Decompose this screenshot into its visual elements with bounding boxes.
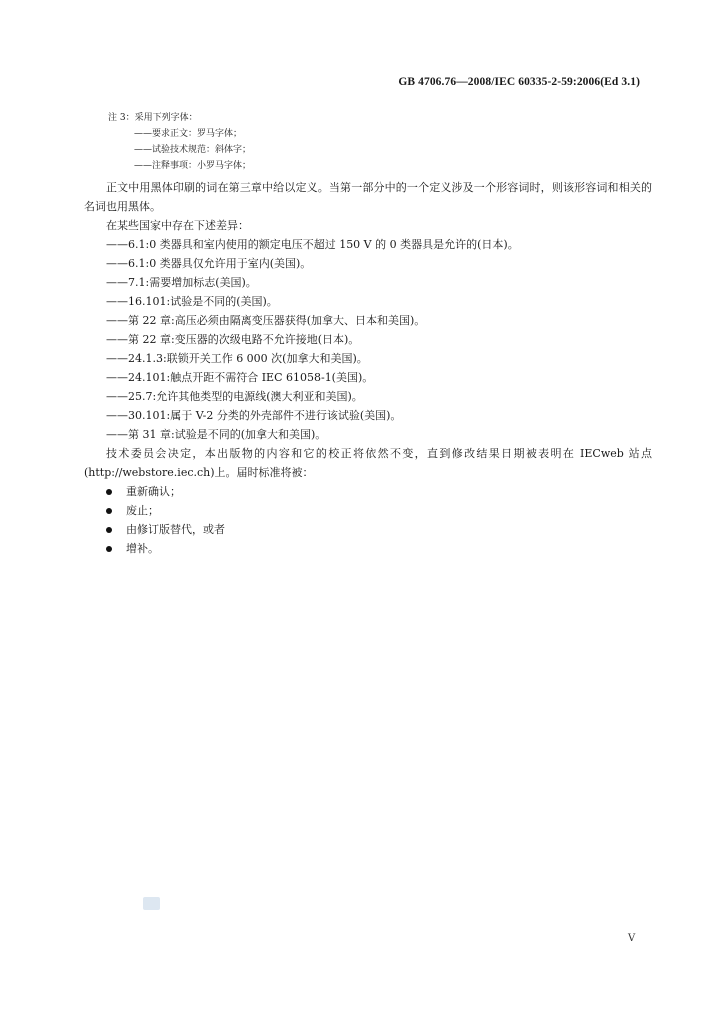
difference-item: ——16.101:试验是不同的(美国)。: [106, 295, 278, 308]
bullet-icon: [106, 489, 112, 495]
note-item: ——注释事项：小罗马字体；: [134, 161, 252, 171]
bullet-icon: [106, 546, 112, 552]
difference-item: ——24.1.3:联锁开关工作 6 000 次(加拿大和美国)。: [106, 352, 368, 365]
bullet-item: [84, 501, 652, 520]
bullet-text: 增补。: [126, 542, 159, 555]
difference-item: ——第 22 章:高压必须由隔离变压器获得(加拿大、日本和美国)。: [106, 314, 426, 327]
difference-item: ——6.1:0 类器具和室内使用的额定电压不超过 150 V 的 0 类器具是允许的(日本)。: [106, 238, 519, 251]
bullet-item: [84, 539, 652, 558]
difference-item: ——30.101:属于 V-2 分类的外壳部件不进行该试验(美国)。: [106, 409, 402, 422]
main-text: [84, 178, 652, 558]
note-item: ——试验技术规范：斜体字；: [134, 145, 252, 155]
page-number: V: [628, 933, 636, 944]
bullet-text: 重新确认；: [126, 485, 181, 498]
definition-paragraph: 正文中用黑体印刷的词在第三章中给以定义。当第一部分中的一个定义涉及一个形容词时，则该形容词和相关的名词也用黑体。: [84, 181, 652, 213]
standard-number-header: GB 4706.76—2008/IEC 60335-2-59:2006(Ed 3.1): [398, 76, 640, 88]
bullet-icon: [106, 527, 112, 533]
difference-item: ——7.1:需要增加标志(美国)。: [106, 276, 257, 289]
notes-block: [108, 110, 251, 174]
bullet-icon: [106, 508, 112, 514]
bullet-item: [84, 520, 652, 539]
scan-mark-icon: [143, 897, 160, 910]
notes-title: 注 3：采用下列字体：: [108, 113, 198, 123]
difference-item: ——25.7:允许其他类型的电源线(澳大利亚和美国)。: [106, 390, 363, 403]
bullet-item: [84, 482, 652, 501]
difference-item: ——24.101:触点开距不需符合 IEC 61058-1(美国)。: [106, 371, 374, 384]
note-item: ——要求正文：罗马字体；: [134, 129, 243, 139]
bullet-text: 废止；: [126, 504, 159, 517]
difference-item: ——6.1:0 类器具仅允许用于室内(美国)。: [106, 257, 312, 270]
difference-item: ——第 31 章:试验是不同的(加拿大和美国)。: [106, 428, 327, 441]
difference-item: ——第 22 章:变压器的次级电路不允许接地(日本)。: [106, 333, 360, 346]
bullet-text: 由修订版替代，或者: [126, 523, 225, 536]
differences-intro: 在某些国家中存在下述差异：: [106, 219, 249, 232]
committee-paragraph: 技术委员会决定，本出版物的内容和它的校正将依然不变，直到修改结果日期被表明在 IECweb 站点(http://webstore.iec.ch)上。届时标准将被：: [84, 447, 652, 479]
